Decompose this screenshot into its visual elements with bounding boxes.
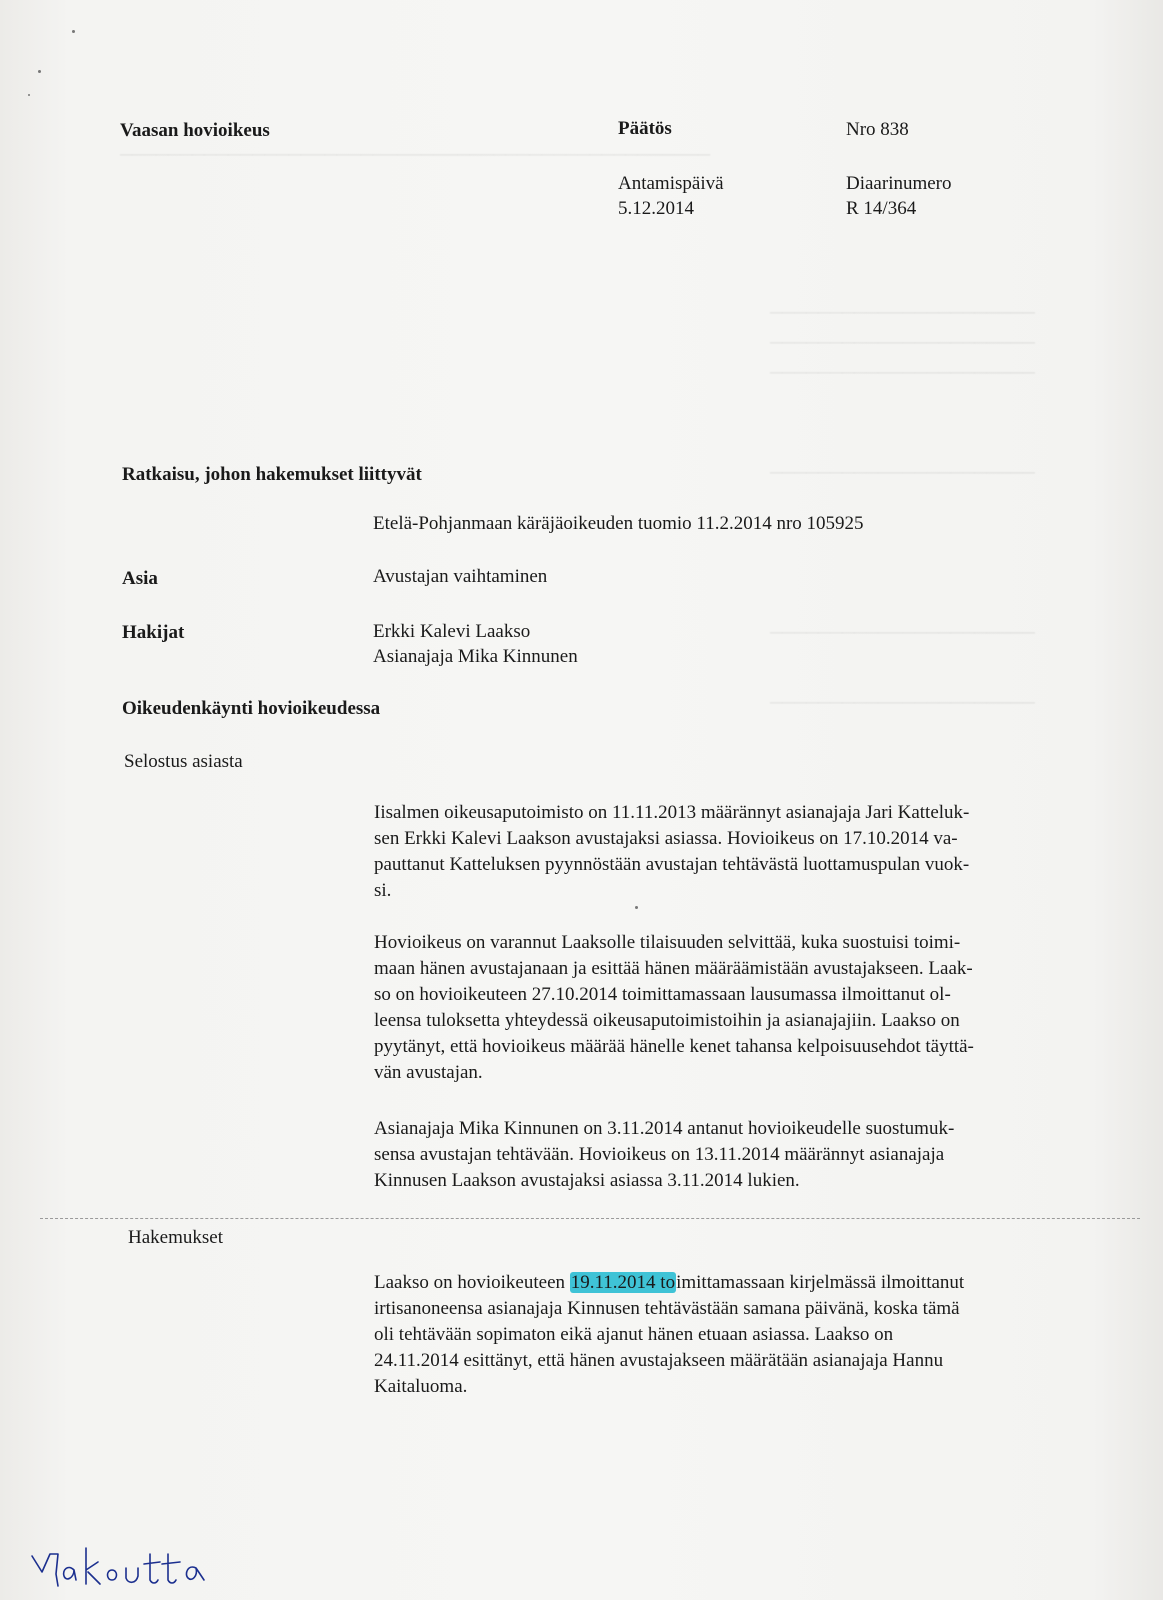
date-value: 5.12.2014 xyxy=(618,198,694,219)
document-type: Päätös xyxy=(618,118,672,139)
paragraph-line: maan hänen avustajanaan ja esittää hänen määräämistään avustajakseen. Laak- xyxy=(374,958,973,979)
applicants-label: Hakijat xyxy=(122,622,185,643)
applicant-name: Asianajaja Mika Kinnunen xyxy=(373,646,578,667)
applications-label: Hakemukset xyxy=(128,1227,223,1248)
paragraph-line: si. xyxy=(374,880,392,901)
bleed-through-text: ────────────────────── xyxy=(770,363,1035,382)
paragraph xyxy=(374,1270,1086,1400)
description-subheading: Selostus asiasta xyxy=(124,751,243,772)
bleed-through-text: ────────────────────── xyxy=(770,463,1035,482)
scan-speck xyxy=(28,94,30,96)
paragraph xyxy=(374,1116,1086,1194)
bleed-through-text: ────────────────────── xyxy=(770,303,1035,322)
matter-label: Asia xyxy=(122,568,158,589)
paragraph-line: 24.11.2014 esittänyt, että hänen avustajakseen määrätään asianajaja Hannu xyxy=(374,1350,944,1371)
section-divider xyxy=(40,1218,1140,1219)
diary-value: R 14/364 xyxy=(846,198,917,219)
decision-reference: Etelä-Pohjanmaan käräjäoikeuden tuomio 11.2.2014 nro 105925 xyxy=(373,513,864,534)
date-label: Antamispäivä xyxy=(618,173,724,194)
paragraph-line: vän avustajan. xyxy=(374,1062,483,1083)
handwritten-signature xyxy=(28,1540,218,1592)
paragraph-line: sen Erkki Kalevi Laakson avustajaksi asiassa. Hovioikeus on 17.10.2014 va- xyxy=(374,828,958,849)
text-run: imittamassaan kirjelmässä ilmoittanut xyxy=(676,1272,965,1293)
paragraph-line: leensa tuloksetta yhteydessä oikeusaputoimistoihin ja asianajajiin. Laakso on xyxy=(374,1010,960,1031)
paragraph-line: Kaitaluoma. xyxy=(374,1376,468,1397)
paragraph-line: oli tehtävään sopimaton eikä ajanut hänen etuaan asiassa. Laakso on xyxy=(374,1324,894,1345)
bleed-through-text: ───────────────────────────────────────────────── xyxy=(120,145,711,164)
proceedings-heading: Oikeudenkäynti hovioikeudessa xyxy=(122,698,381,719)
paragraph-line: so on hovioikeuteen 27.10.2014 toimittamassaan lausumassa ilmoittanut ol- xyxy=(374,984,951,1005)
scan-speck xyxy=(635,906,638,909)
scan-speck xyxy=(38,70,41,73)
text-run: Laakso on hovioikeuteen xyxy=(374,1272,570,1293)
court-name: Vaasan hovioikeus xyxy=(120,120,270,141)
matter-value: Avustajan vaihtaminen xyxy=(373,566,548,587)
paragraph-line: Hovioikeus on varannut Laaksolle tilaisuuden selvittää, kuka suostuisi toimi- xyxy=(374,932,961,953)
paragraph-line: pyytänyt, että hovioikeus määrää hänelle kenet tahansa kelpoisuusehdot täyttä- xyxy=(374,1036,974,1057)
paragraph xyxy=(374,930,1086,1086)
applicant-name: Erkki Kalevi Laakso xyxy=(373,621,531,642)
decision-number: Nro 838 xyxy=(846,119,909,140)
decision-heading: Ratkaisu, johon hakemukset liittyvät xyxy=(122,464,422,485)
bleed-through-text: ────────────────────── xyxy=(770,333,1035,352)
paragraph-line: pauttanut Katteluksen pyynnöstään avustajan tehtävästä luottamuspulan vuok- xyxy=(374,854,970,875)
scan-speck xyxy=(72,30,75,33)
paragraph-line: Iisalmen oikeusaputoimisto on 11.11.2013 määrännyt asianajaja Jari Katteluk- xyxy=(374,802,970,823)
paragraph-line: Kinnusen Laakson avustajaksi asiassa 3.11.2014 lukien. xyxy=(374,1170,800,1191)
bleed-through-text: ────────────────────── xyxy=(770,693,1035,712)
bleed-through-text: ────────────────────── xyxy=(770,623,1035,642)
paragraph-line: irtisanoneensa asianajaja Kinnusen tehtävästään samana päivänä, koska tämä xyxy=(374,1298,960,1319)
paragraph-line xyxy=(374,1270,1086,1296)
highlighted-date: 19.11.2014 to xyxy=(570,1272,676,1293)
paragraph-line: sensa avustajan tehtävään. Hovioikeus on 13.11.2014 määrännyt asianajaja xyxy=(374,1144,945,1165)
paragraph-line: Asianajaja Mika Kinnunen on 3.11.2014 antanut hovioikeudelle suostumuk- xyxy=(374,1118,955,1139)
diary-label: Diaarinumero xyxy=(846,173,952,194)
paragraph xyxy=(374,800,1086,904)
